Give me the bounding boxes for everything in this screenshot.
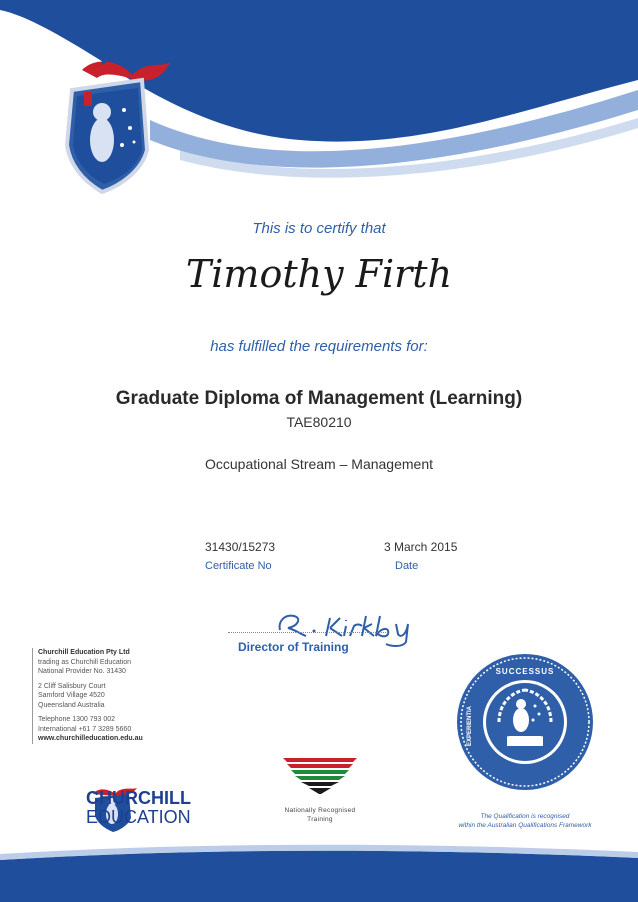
aqf-note — [430, 812, 620, 830]
telephone: Telephone 1300 793 002 — [38, 716, 116, 723]
certificate-number: 31430/15273 — [205, 540, 276, 554]
trading-name: trading as Churchill Education — [38, 658, 131, 666]
logo-subtitle: EDUCATION — [86, 807, 191, 827]
occupational-stream: Occupational Stream – Management — [204, 456, 433, 472]
nrt-caption — [250, 806, 390, 824]
aqf-note-line-1: The Qualification is recognised — [480, 813, 570, 820]
seal-side-text: EXPERIENTIA — [467, 705, 473, 747]
nrt-caption-line-1: Nationally Recognised — [284, 807, 356, 814]
bottom-banner — [0, 840, 638, 902]
signature-line — [228, 632, 388, 633]
recipient-name: Timothy Firth — [185, 252, 453, 296]
qualification-title: Graduate Diploma of Management (Learning) — [115, 388, 523, 409]
signatory-title: Director of Training — [238, 640, 349, 654]
organisation-address — [32, 648, 208, 744]
certificate-number-label: Certificate No — [205, 560, 272, 572]
international-phone: International +61 7 3289 5660 — [38, 725, 132, 733]
nrt-caption-line-2: Training — [307, 816, 333, 823]
organisation-name: Churchill Education Pty Ltd — [38, 649, 130, 656]
issue-date-label: Date — [395, 560, 419, 572]
website: www.churchilleducation.edu.au — [38, 735, 143, 742]
address-line-1: 2 Cliff Salisbury Court — [38, 682, 106, 690]
qualification-code: TAE80210 — [286, 414, 352, 430]
shield-crest-icon — [52, 50, 172, 200]
seal-emblem-icon — [455, 652, 595, 792]
fulfilled-text: has fulfilled the requirements for: — [210, 338, 428, 355]
address-line-2: Samford Village 4520 — [38, 692, 105, 699]
nrt-logo-icon — [283, 756, 357, 796]
aqf-note-line-2: within the Australian Qualifications Framework — [458, 822, 592, 829]
certify-intro: This is to certify that — [252, 220, 386, 237]
logo-name: CHURCHILL — [86, 788, 191, 808]
issue-date: 3 March 2015 — [384, 540, 458, 554]
seal-top-text: SUCCESSUS — [495, 667, 555, 676]
address-line-3: Queensland Australia — [38, 701, 105, 709]
provider-number: National Provider No. 31430 — [38, 668, 126, 675]
